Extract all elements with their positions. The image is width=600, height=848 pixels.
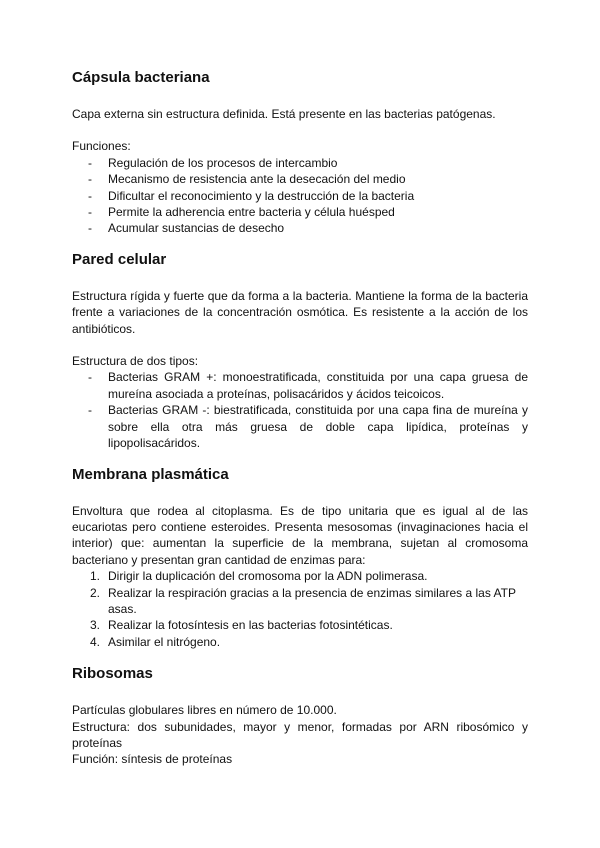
pared-intro: Estructura rígida y fuerte que da forma a la bacteria. Mantiene la forma de la bacteria frente a variaciones de la concentración osmótica. Es resistente a la acción de los antibióticos.	[72, 288, 528, 336]
heading-ribosomas: Ribosomas	[72, 665, 153, 683]
heading-pared: Pared celular	[72, 250, 167, 268]
list-item: - Acumular sustancias de desecho	[88, 221, 285, 236]
list-item: - Bacterias GRAM +: monoestratificada, constituida por una capa gruesa de mureína asociada a proteínas, polisacáridos y ácidos teicoicos.	[88, 370, 528, 401]
list-item: 2. Realizar la respiración gracias a la presencia de enzimas similares a las ATP asas.	[90, 585, 516, 616]
capsula-funciones-label: Funciones:	[72, 139, 131, 154]
list-item: 3. Realizar la fotosíntesis en las bacterias fotosintéticas.	[90, 618, 393, 633]
heading-membrana: Membrana plasmática	[72, 465, 229, 483]
ribosomas-line2: Estructura: dos subunidades, mayor y menor, formadas por ARN ribosómico y proteínas	[72, 719, 528, 750]
membrana-intro: Envoltura que rodea al citoplasma. Es de tipo unitaria que es igual al de las eucariotas pero contiene esteroides. Presenta mesosomas (invaginaciones hacia el interior) que: aumentan la superficie de la membrana, sujetan al cromosoma bacteriano y presentan gran cantidad de enzimas para:	[72, 503, 528, 567]
list-item: - Regulación de los procesos de intercambio	[88, 155, 338, 170]
pared-tipos-label: Estructura de dos tipos:	[72, 354, 199, 369]
pared-tipos-list	[72, 369, 528, 451]
list-item: 1. Dirigir la duplicación del cromosoma por la ADN polimerasa.	[90, 569, 428, 584]
list-item: - Dificultar el reconocimiento y la destrucción de la bacteria	[88, 188, 415, 203]
list-item: - Mecanismo de resistencia ante la desecación del medio	[88, 172, 406, 187]
document-page	[72, 68, 528, 768]
heading-capsula: Cápsula bacteriana	[72, 69, 210, 86]
list-item: - Bacterias GRAM -: biestratificada, constituida por una capa fina de mureína y sobre ella otra más gruesa de doble capa lipídica, proteínas y lipopolisacáridos.	[88, 403, 528, 451]
list-item: - Permite la adherencia entre bacteria y célula huésped	[88, 205, 395, 220]
list-item: 4. Asimilar el nitrógeno.	[90, 634, 221, 649]
capsula-intro: Capa externa sin estructura definida. Está presente en las bacterias patógenas.	[72, 107, 496, 121]
ribosomas-line1: Partículas globulares libres en número de 10.000.	[72, 703, 337, 718]
membrana-pasos-list	[72, 568, 528, 650]
ribosomas-line3: Función: síntesis de proteínas	[72, 752, 233, 767]
capsula-funciones-list	[72, 155, 528, 237]
